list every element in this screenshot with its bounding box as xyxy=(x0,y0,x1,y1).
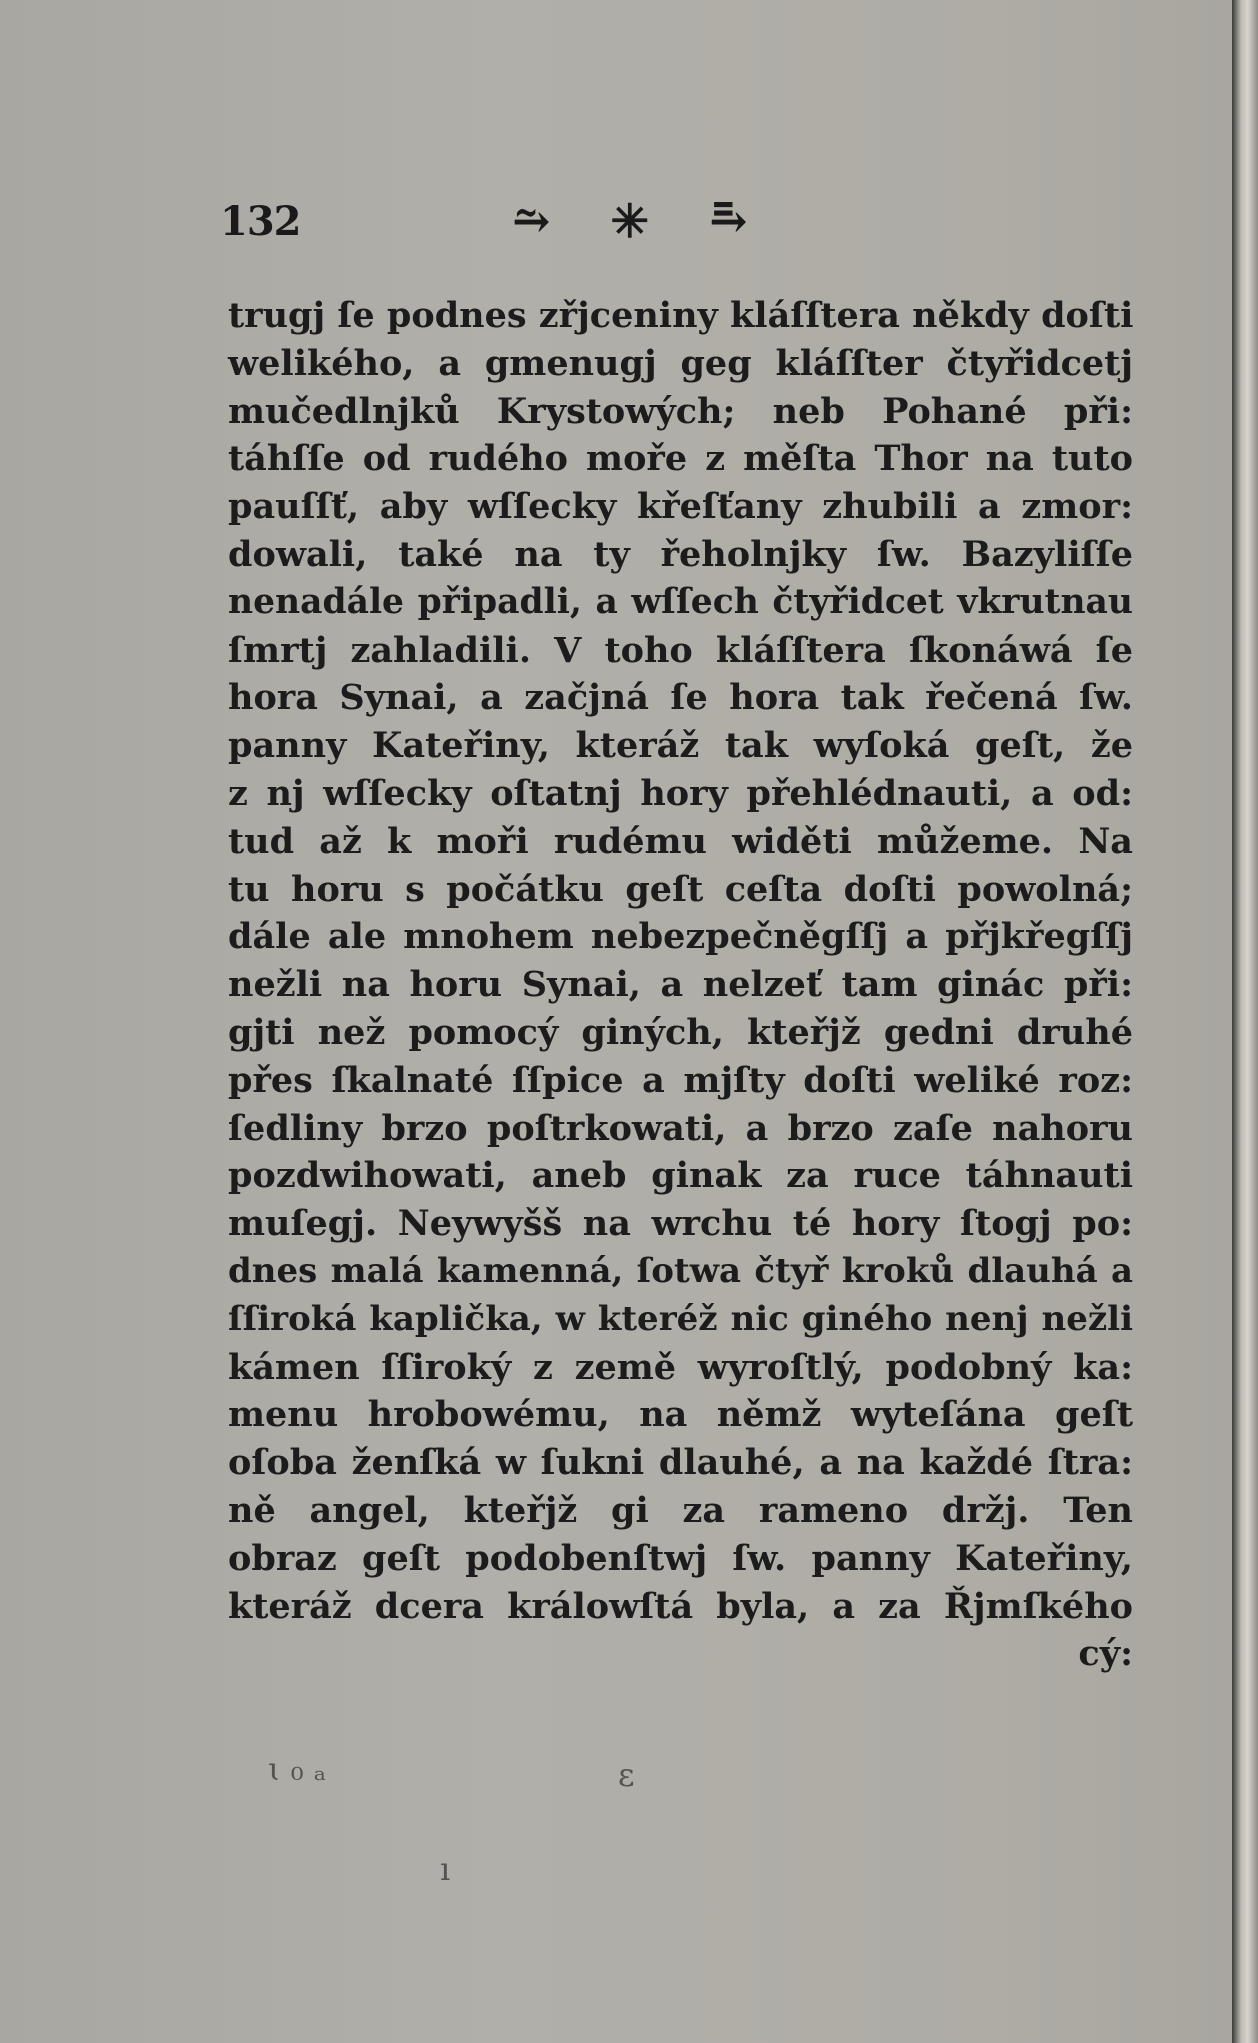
text-line: kámen ſſiroký z země wyroſtlý, podobný ka: xyxy=(228,1346,1133,1388)
text-line: menu hrobowému, na němž wyteſána geſt xyxy=(228,1394,1133,1436)
page-header xyxy=(220,194,1140,258)
text-line: nežli na horu Synai, a nelzeť tam ginác při: xyxy=(228,964,1133,1006)
ink-smudges: ɩ ₀ ₐ ɛ ı xyxy=(268,1750,635,1888)
text-line: ſmrtj zahladili. V toho kláſſtera ſkonáwá ſe xyxy=(228,629,1133,671)
text-line: ně angel, kteřjž gi za rameno držj. Ten xyxy=(228,1489,1133,1531)
page-number: 132 xyxy=(220,198,301,245)
text-line: welikého, a gmenugj geg kláſſter čtyřidcetj xyxy=(228,342,1133,384)
text-line: dnes malá kamenná, ſotwa čtyř kroků dlauhá a xyxy=(228,1250,1133,1291)
text-line: tu horu s počátku geſt ceſta doſti powolná; xyxy=(228,868,1133,910)
text-line: panny Kateřiny, kteráž tak wyſoká geſt, že xyxy=(228,725,1133,767)
text-line: oſoba ženſká w ſukni dlauhé, a na každé ſtra: xyxy=(228,1442,1133,1484)
text-line: přes ſkalnaté ſſpice a mjſty doſti weliké roz: xyxy=(228,1059,1133,1101)
text-line: obraz geſt podobenſtwj ſw. panny Kateřiny, xyxy=(228,1537,1133,1579)
text-line: trugj ſe podnes zřjceniny kláſſtera někdy doſti xyxy=(228,295,1134,336)
text-line: ſedliny brzo poſtrkowati, a brzo zaſe nahoru xyxy=(228,1107,1133,1149)
header-ornament-icon: ⥲ ✳ ⥱ xyxy=(512,194,770,248)
catchword: cý: xyxy=(1078,1633,1133,1675)
text-line: tud až k moři rudému widěti můžeme. Na xyxy=(228,820,1133,862)
text-line: muſegj. Neywyšš na wrchu té hory ſtogj po: xyxy=(228,1203,1133,1245)
text-line: nenadále připadli, a wſſech čtyřidcet vkrutnau xyxy=(228,581,1133,622)
text-line: táhſſe od rudého moře z měſta Thor na tuto xyxy=(228,438,1133,480)
text-line: pozdwihowati, aneb ginak za ruce táhnauti xyxy=(228,1155,1133,1197)
text-line: mučedlnjků Krystowých; neb Pohané při: xyxy=(228,390,1133,432)
text-line: hora Synai, a začjná ſe hora tak řečená ſw. xyxy=(228,677,1133,719)
page-edge xyxy=(1232,0,1258,2043)
text-line: pauſſť, aby wſſecky křeſťany zhubili a zmor: xyxy=(228,486,1133,528)
text-line: ſſiroká kaplička, w kteréž nic giného nenj nežli xyxy=(228,1298,1133,1339)
text-line: kteráž dcera králowſtá byla, a za Řjmſkého xyxy=(228,1585,1133,1627)
text-line: dále ale mnohem nebezpečněgſſj a přjkřegſſj xyxy=(228,916,1133,958)
text-line: dowali, také na ty řeholnjky ſw. Bazyliſſe xyxy=(228,533,1133,575)
text-line: gjti než pomocý giných, kteřjž gedni druhé xyxy=(228,1011,1133,1053)
body-text xyxy=(228,292,1133,1678)
text-line: z nj wſſecky oſtatnj hory přehlédnauti, a od: xyxy=(228,772,1133,814)
